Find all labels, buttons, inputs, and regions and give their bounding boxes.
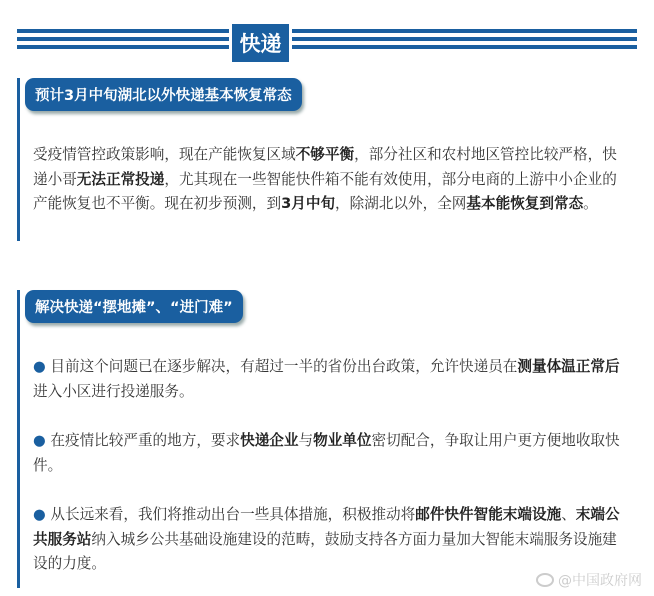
text: 与 — [298, 432, 314, 449]
bold-text: 3月中旬 — [281, 195, 336, 213]
bold-text: 邮件快件智能末端设施 — [415, 506, 562, 523]
text: 纳入城乡公共基础设施建设的范畴，鼓励支持各方面力量加大智能末端服务设施建设的力度。 — [33, 530, 617, 573]
text: ，除湖北以外，全网 — [335, 195, 467, 213]
bullet-icon: ● — [33, 506, 51, 523]
bullet-paragraph — [33, 503, 625, 577]
bold-text: 快递企业 — [240, 432, 299, 449]
section-heading: 预计3月中旬湖北以外快递基本恢复常态 — [25, 78, 302, 111]
text: 在疫情比较严重的地方，要求 — [50, 432, 241, 449]
paragraph — [33, 143, 625, 217]
text: 、 — [561, 506, 576, 523]
text: ，部分社区和农村地区管控比较严格，快递小哥 — [33, 146, 617, 188]
header-stripes — [17, 29, 637, 50]
section-bar — [17, 78, 20, 241]
section-bar — [17, 290, 20, 588]
text: 。 — [583, 195, 598, 213]
bullet-paragraph — [33, 429, 625, 478]
text: 目前这个问题已在逐步解决，有超过一半的省份出台政策，允许快递员在 — [50, 358, 518, 375]
bullet-icon: ● — [33, 358, 51, 375]
weibo-icon — [536, 573, 554, 587]
bold-text: 无法正常投递 — [76, 170, 165, 188]
bold-text: 不够平衡 — [295, 146, 355, 163]
bold-text: 基本能恢复到常态 — [466, 195, 584, 213]
bold-text: 物业单位 — [313, 432, 372, 449]
bullet-icon: ● — [33, 432, 51, 449]
text: 进入小区进行投递服务。 — [33, 382, 194, 400]
text: 密切配合，争取让用户更方便地收取快件。 — [33, 432, 620, 474]
text: 受疫情管控政策影响，现在产能恢复区域 — [33, 146, 296, 163]
page-title: 快递 — [232, 24, 289, 62]
bold-text: 测量体温正常后 — [517, 358, 620, 375]
watermark-text: @中国政府网 — [558, 573, 642, 589]
bold-text: 末端公共服务站 — [33, 506, 620, 548]
section-heading: 解决快递“摆地摊”、“进门难” — [25, 290, 243, 323]
text: ，尤其现在一些智能快件箱不能有效使用，部分电商的上游中小企业的产能恢复也不平衡。现在初步预测，到 — [33, 170, 617, 213]
bullet-paragraph — [33, 355, 625, 404]
watermark — [536, 570, 642, 590]
text: 从长远来看，我们将推动出台一些具体措施，积极推动将 — [50, 506, 416, 523]
